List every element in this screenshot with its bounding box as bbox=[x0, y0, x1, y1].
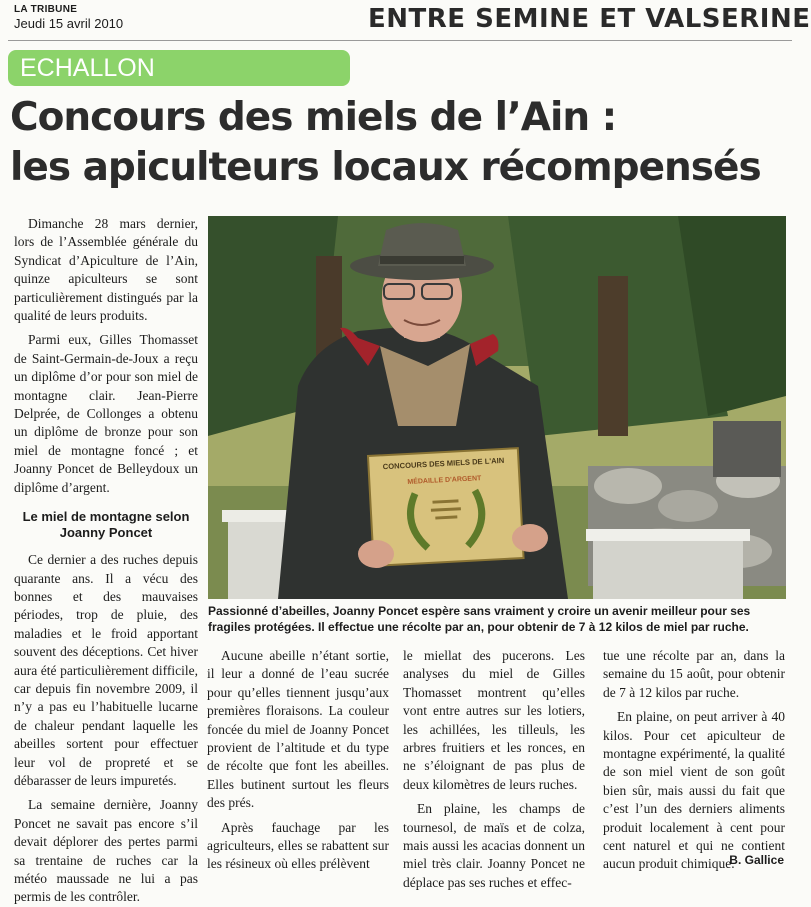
article-paragraph: Ce dernier a des ruches depuis quarante ans. Il a vécu des bonnes et des mauvaises périodes, trop de pluie, des maladies et le froid apportant souvent des déceptions. Cet hiver aura été particulièrement difficile, car depuis fin novembre 2009, il n’y a pas eu l’habituelle lucarne de chaleur pendant laquelle les abeilles sortent pour effectuer leur vol de propreté et se débarasser de leurs impuretés. bbox=[14, 552, 198, 788]
beekeeper-photo-illustration bbox=[208, 216, 786, 599]
header-divider bbox=[8, 40, 792, 41]
newspaper-name: LA TRIBUNE bbox=[14, 4, 78, 15]
headline-line-1: Concours des miels de l’Ain : bbox=[10, 95, 617, 140]
publication-date: Jeudi 15 avril 2010 bbox=[14, 16, 124, 31]
article-paragraph: Après fauchage par les agriculteurs, elles se rabattent sur les résineux où elles prélèvent bbox=[207, 819, 389, 872]
article-paragraph: Dimanche 28 mars dernier, lors de l’Assemblée générale du Syndicat d’Apiculture de l’Ain, quinze apiculteurs se sont particulièrement distingués par la qualité de leurs produits. bbox=[14, 216, 198, 324]
article-photo bbox=[208, 216, 786, 599]
article-column-2 bbox=[207, 647, 389, 874]
article-paragraph: tue une récolte par an, dans la semaine du 15 août, pour obtenir de 7 à 12 kilos par ruche. bbox=[603, 648, 785, 700]
article-headline bbox=[10, 93, 761, 193]
article-paragraph: Parmi eux, Gilles Thomasset de Saint-Germain-de-Joux a reçu un diplôme d’or pour son miel de montagne clair. Jean-Pierre Delprée, de Collonges a obtenu un diplôme de bronze pour son miel de montagne foncé ; et Joanny Poncet de Belleydoux un diplôme d’argent. bbox=[14, 332, 198, 495]
article-paragraph: La semaine dernière, Joanny Poncet ne savait pas encore s’il devait déplorer des pertes parmi sa trentaine de ruches car la météo maussade ne lui a pas permis de les contrôler. bbox=[14, 797, 198, 905]
article-column-1 bbox=[14, 215, 198, 907]
masthead bbox=[14, 4, 123, 31]
article-paragraph: En plaine, on peut arriver à 40 kilos. Pour cet apiculteur de montagne expérimenté, la qualité de son miel vient de son goût bien sûr, mais aussi du fait que c’est l’un des derniers aliments produit localement à cent pour cent naturel et qui ne contient aucun produit chimique. bbox=[603, 709, 785, 872]
article-paragraph: Aucune abeille n’étant sortie, il leur a donné de l’eau sucrée pour qu’elles tiennent jusqu’aux premières floraisons. La couleur foncée du miel de Joanny Poncet provient de l’altitude et du type de récolte que font les abeilles. Elles butinent surtout les fleurs des prés. bbox=[207, 648, 389, 811]
author-byline: B. Gallice bbox=[729, 853, 784, 867]
article-subhead: Le miel de montagne selon Joanny Poncet bbox=[22, 509, 190, 541]
photo-caption: Passionné d’abeilles, Joanny Poncet espère sans vraiment y croire un avenir meilleur pour ses fragiles protégées. Il effectue une récolte par an, pour obtenir de 7 à 12 kilos de miel par ruche. bbox=[208, 604, 751, 634]
location-kicker: ECHALLON bbox=[8, 50, 350, 86]
headline-line-2: les apiculteurs locaux récompensés bbox=[10, 145, 761, 190]
plaque-medal: MÉDAILLE D'ARGENT bbox=[407, 475, 482, 486]
article-column-4 bbox=[603, 647, 785, 874]
article-paragraph: En plaine, les champs de tournesol, de maïs et de colza, mais aussi les acacias donnent un miel très clair. Joanny Poncet ne déplace pas ses ruches et effec- bbox=[403, 801, 585, 890]
article-paragraph: le miellat des pucerons. Les analyses du miel de Gilles Thomasset montrent qu’elles vont entre autres sur les lotiers, les achillées, les tilleuls, les arbres fruitiers et les ronces, en ne s’éloignant de pas plus de deux kilomètres de leurs ruches. bbox=[403, 648, 585, 792]
plaque-title: CONCOURS DES MIELS DE L'AIN bbox=[382, 455, 505, 472]
article-column-3 bbox=[403, 647, 585, 892]
section-title: ENTRE SEMINE ET VALSERINE bbox=[368, 4, 811, 34]
